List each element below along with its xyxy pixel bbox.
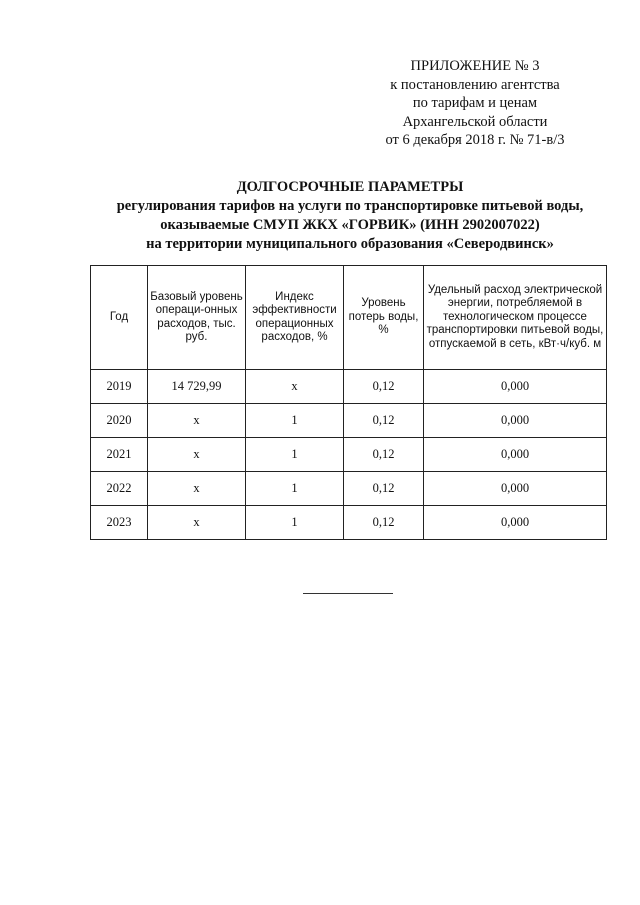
header-water-loss: Уровень потерь воды, %	[344, 266, 424, 370]
document-title	[60, 178, 640, 254]
table-row	[91, 438, 607, 472]
appendix-header	[340, 57, 610, 150]
appendix-ref-line: к постановлению агентства	[390, 76, 560, 93]
cell-year: 2021	[91, 438, 148, 472]
closing-divider	[303, 593, 393, 594]
title-subheading: оказываемые СМУП ЖКХ «ГОРВИК» (ИНН 2902007022)	[160, 217, 540, 233]
header-energy-consumption: Удельный расход электрической энергии, потребляемой в технологическом процессе транспортировки питьевой воды, отпускаемой в сеть, кВт·ч/куб. м	[424, 266, 607, 370]
cell-energy-consumption: 0,000	[424, 506, 607, 540]
cell-year: 2020	[91, 404, 148, 438]
cell-water-loss: 0,12	[344, 370, 424, 404]
cell-efficiency-index: 1	[246, 472, 344, 506]
header-year: Год	[91, 266, 148, 370]
cell-water-loss: 0,12	[344, 472, 424, 506]
parameters-table	[90, 265, 607, 540]
cell-base-level: х	[148, 404, 246, 438]
table-row	[91, 472, 607, 506]
cell-base-level: х	[148, 472, 246, 506]
cell-year: 2023	[91, 506, 148, 540]
cell-year: 2022	[91, 472, 148, 506]
cell-efficiency-index: 1	[246, 404, 344, 438]
table-header-row	[91, 266, 607, 370]
cell-water-loss: 0,12	[344, 438, 424, 472]
cell-energy-consumption: 0,000	[424, 438, 607, 472]
cell-base-level: х	[148, 506, 246, 540]
cell-water-loss: 0,12	[344, 404, 424, 438]
title-subheading: на территории муниципального образования «Северодвинск»	[146, 236, 554, 252]
header-efficiency-index: Индекс эффективности операционных расходов, %	[246, 266, 344, 370]
cell-base-level: 14 729,99	[148, 370, 246, 404]
cell-efficiency-index: 1	[246, 506, 344, 540]
table-row	[91, 506, 607, 540]
appendix-date-line: от 6 декабря 2018 г. № 71-в/3	[385, 132, 565, 148]
cell-energy-consumption: 0,000	[424, 404, 607, 438]
title-heading: ДОЛГОСРОЧНЫЕ ПАРАМЕТРЫ	[236, 179, 464, 195]
cell-efficiency-index: 1	[246, 438, 344, 472]
cell-base-level: х	[148, 438, 246, 472]
cell-year: 2019	[91, 370, 148, 404]
appendix-number: ПРИЛОЖЕНИЕ № 3	[410, 58, 540, 74]
appendix-ref-line: по тарифам и ценам	[412, 95, 538, 111]
title-subheading: регулирования тарифов на услуги по транспортировке питьевой воды,	[116, 198, 584, 214]
header-base-level: Базовый уровень операци-онных расходов, тыс. руб.	[148, 266, 246, 370]
appendix-ref-line: Архангельской области	[402, 113, 548, 130]
cell-energy-consumption: 0,000	[424, 370, 607, 404]
cell-energy-consumption: 0,000	[424, 472, 607, 506]
table-row	[91, 370, 607, 404]
table-row	[91, 404, 607, 438]
cell-water-loss: 0,12	[344, 506, 424, 540]
cell-efficiency-index: х	[246, 370, 344, 404]
